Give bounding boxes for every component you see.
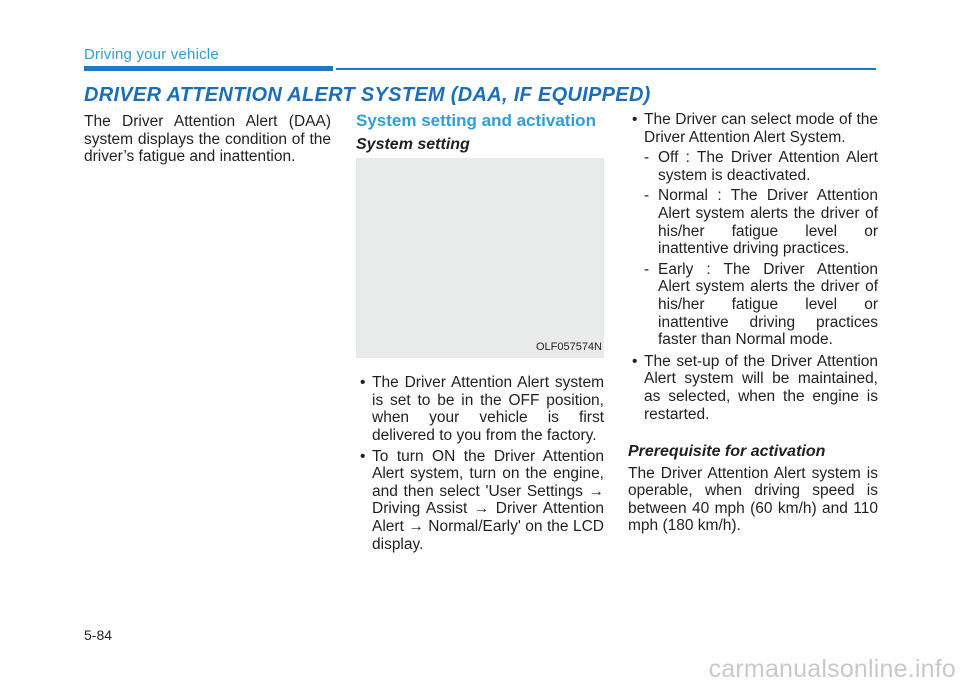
prerequisite-paragraph: The Driver Attention Alert system is operable, when driving speed is between 40 mph (60 km/h) and 110 mph (180 km/h). [628,464,878,535]
mode-early: - Early : The Driver Attention Alert system alerts the driver of his/her fatigue level or inattentive driving practices faster than Normal mode. [644,261,878,349]
section-heading: System setting and activation [356,111,596,130]
list-item [628,111,878,349]
mode-normal: - Normal : The Driver Attention Alert system alerts the driver of his/her fatigue level or inattentive driving practices. [644,187,878,257]
subsection-heading: System setting [356,135,470,153]
section-label: Driving your vehicle [84,46,219,63]
watermark: carmanualsonline.info [708,655,956,683]
list-item: • To turn ON the Driver Attention Alert system, turn on the engine, and then select 'User Settings → Driving Assist → Driver Attention Alert → Normal/Early' on the LCD display. [356,448,604,554]
mode-off: - Off : The Driver Attention Alert system is deactivated. [644,149,878,184]
mode-bullets [628,111,878,423]
header-rule-thick [84,66,333,71]
list-item: • The Driver Attention Alert system is set to be in the OFF position, when your vehicle is first delivered to you from the factory. [356,374,604,444]
mode-intro: The Driver can select mode of the Driver Attention Alert System. [644,111,878,146]
prerequisite-heading: Prerequisite for activation [628,443,826,461]
list-item: • The set-up of the Driver Attention Alert system will be maintained, as selected, when the engine is restarted. [628,353,878,423]
lcd-display-image [356,158,604,358]
column-3 [628,111,878,535]
page-number: 5-84 [84,627,113,643]
page-title: DRIVER ATTENTION ALERT SYSTEM (DAA, IF EQUIPPED) [84,84,651,106]
column-1 [84,113,331,166]
mode-list [644,149,878,349]
intro-paragraph: The Driver Attention Alert (DAA) system displays the condition of the driver’s fatigue and inattention. [84,113,331,166]
column-2 [356,113,604,556]
image-code: OLF057574N [535,340,602,353]
header-rule-thin [336,68,876,70]
setting-bullets [356,374,604,553]
